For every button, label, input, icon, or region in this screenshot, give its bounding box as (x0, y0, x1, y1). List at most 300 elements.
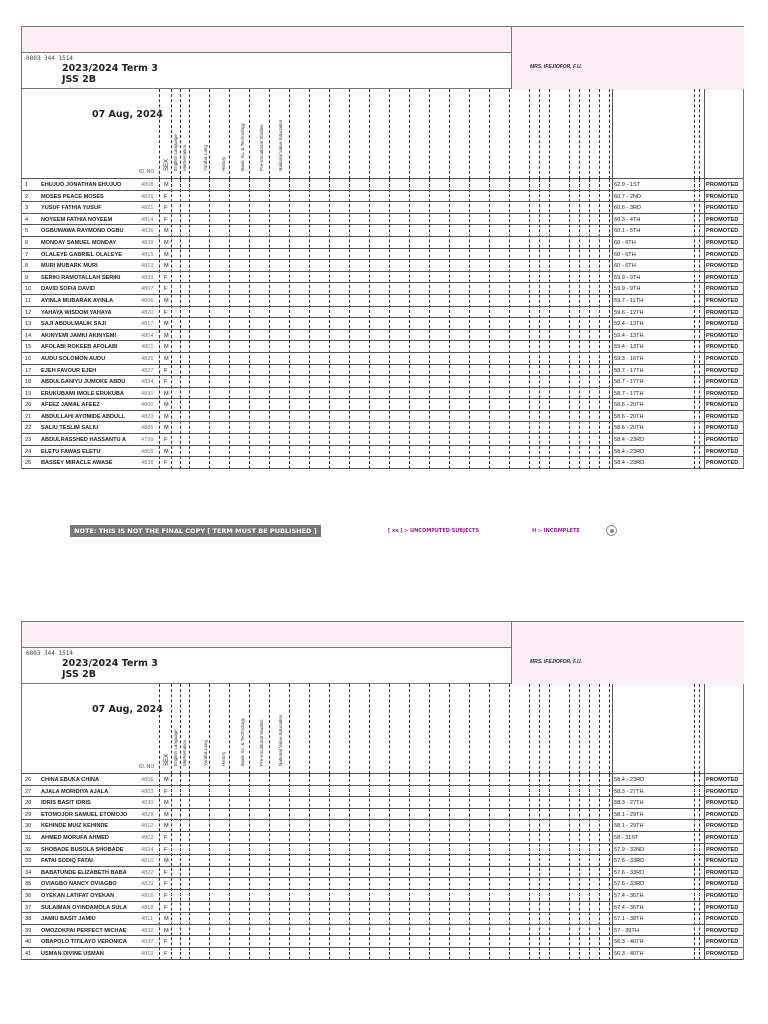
column-divider (249, 684, 250, 774)
student-row (22, 925, 743, 937)
column-divider (529, 89, 530, 179)
column-divider (289, 89, 290, 179)
student-sex: F (164, 216, 168, 223)
sheet-header (21, 26, 744, 89)
student-id: 4802 (141, 834, 154, 841)
student-name: FATAI SODIQ FATAI (41, 858, 93, 865)
student-status: PROMOTED (706, 916, 739, 923)
student-row (22, 844, 743, 856)
student-average: 58.4 - 23RD (614, 460, 645, 467)
student-row (22, 913, 743, 925)
student-id: 4799 (141, 437, 154, 444)
student-status: PROMOTED (706, 367, 739, 374)
student-row (22, 820, 743, 832)
student-row (22, 832, 743, 844)
student-status: PROMOTED (706, 390, 739, 397)
student-sn: 29 (25, 811, 32, 818)
student-name: CHINA EBUKA CHINA (41, 777, 100, 783)
student-status: PROMOTED (706, 777, 739, 783)
column-divider (249, 89, 250, 179)
student-status: PROMOTED (706, 309, 739, 316)
student-status: PROMOTED (706, 448, 739, 455)
student-average: 56.3 - 40TH (614, 950, 644, 957)
column-divider (209, 684, 210, 774)
student-status: PROMOTED (706, 193, 739, 200)
student-id: 4830 (141, 800, 154, 807)
student-row (22, 365, 743, 377)
student-sn: 32 (25, 846, 32, 853)
student-sn: 38 (25, 916, 32, 923)
student-row (22, 307, 743, 319)
student-name: AKINYEMI JAMIU AKINYEMI (41, 332, 117, 339)
column-divider (704, 89, 705, 179)
student-row (22, 249, 743, 261)
student-name: OYEKAN LATIFAT OYEKAN (41, 892, 115, 899)
student-row (22, 434, 743, 446)
student-sn: 9 (25, 274, 29, 281)
column-divider (609, 684, 610, 774)
student-id: 4823 (141, 413, 154, 420)
column-divider (180, 684, 181, 774)
student-row (22, 867, 743, 879)
student-row (22, 890, 743, 902)
student-row (22, 283, 743, 295)
student-name: NOYEEM FATHIA NOYEEM (41, 216, 113, 223)
student-average: 60.3 - 4TH (614, 216, 641, 223)
student-sex: F (164, 367, 168, 374)
broadsheet-page-2 (21, 621, 744, 960)
student-row (22, 295, 743, 307)
column-divider (589, 684, 590, 774)
student-status: PROMOTED (706, 904, 739, 911)
student-sn: 13 (25, 321, 32, 328)
student-id: 4836 (141, 228, 154, 235)
student-id: 4809 (141, 448, 154, 455)
student-row (22, 446, 743, 458)
student-status: PROMOTED (706, 811, 739, 818)
student-id: 4825 (141, 355, 154, 362)
student-row (22, 318, 743, 330)
student-sn: 25 (25, 460, 32, 467)
student-sex: M (164, 777, 169, 783)
student-status: PROMOTED (706, 788, 739, 795)
column-divider (159, 684, 160, 774)
student-sex: M (164, 858, 169, 865)
column-divider (539, 684, 540, 774)
student-id: 4828 (141, 811, 154, 818)
student-name: OLALEYE GABRIEL OLALEYE (41, 251, 123, 258)
column-divider (589, 89, 590, 179)
student-id: 4813 (141, 263, 154, 270)
student-id: 4818 (141, 904, 154, 911)
column-divider (369, 89, 370, 179)
student-status: PROMOTED (706, 858, 739, 865)
column-divider (699, 89, 700, 179)
student-average: 58.4 - 23RD (614, 777, 645, 783)
student-sn: 4 (25, 216, 29, 223)
student-sn: 7 (25, 251, 29, 258)
column-divider (449, 89, 450, 179)
legend-uncomputed: [ xx ] :- UNCOMPUTED SUBJECTS (388, 528, 480, 534)
radio-button[interactable] (606, 525, 617, 536)
student-sex: F (164, 379, 168, 386)
student-sex: M (164, 448, 169, 455)
column-divider (229, 89, 230, 179)
column-divider (269, 684, 270, 774)
student-sex: M (164, 390, 169, 397)
subject-header: National Value Education (278, 119, 283, 171)
student-sex: M (164, 182, 169, 188)
student-id: 4821 (141, 205, 154, 212)
header-band (22, 622, 512, 648)
column-header (21, 89, 744, 179)
student-row (22, 272, 743, 284)
subject-header: Basic Sc. & Technology (240, 718, 245, 766)
student-id: 4814 (141, 216, 154, 223)
student-id: 4816 (141, 892, 154, 899)
subject-header: Yoruba Lang (203, 740, 208, 766)
student-row (22, 786, 743, 798)
column-divider (469, 684, 470, 774)
student-id: 4801 (141, 344, 154, 351)
report-date: 07 Aug, 2024 (92, 704, 163, 715)
column-divider (429, 89, 430, 179)
student-status: PROMOTED (706, 402, 739, 409)
student-name: ELETU FAWAS ELETU (41, 448, 101, 455)
column-divider (704, 684, 705, 774)
student-sn: 16 (25, 355, 32, 362)
student-sex: F (164, 950, 168, 957)
student-status: PROMOTED (706, 437, 739, 444)
column-divider (309, 684, 310, 774)
student-sex: M (164, 321, 169, 328)
student-sex: F (164, 460, 168, 467)
student-id: 4812 (141, 823, 154, 830)
subject-header: English Language (173, 134, 178, 171)
student-sn: 36 (25, 892, 32, 899)
student-name: IDRIS BASIT IDRIS (41, 800, 91, 807)
student-status: PROMOTED (706, 344, 739, 351)
student-sn: 39 (25, 927, 32, 934)
student-name: ABDULLAHI AYOMIDE ABDULL (41, 413, 125, 420)
student-id: 4819 (141, 950, 154, 957)
student-sn: 28 (25, 800, 32, 807)
student-average: 58.6 - 20TH (614, 402, 644, 409)
student-status: PROMOTED (706, 892, 739, 899)
student-status: PROMOTED (706, 182, 739, 188)
student-sex: M (164, 332, 169, 339)
student-average: 57.9 - 32ND (614, 846, 645, 853)
id-column-label: ID. NO (139, 169, 155, 175)
student-name: SHOBADE BUSOLA SHOBADE (41, 846, 124, 853)
student-row (22, 376, 743, 388)
student-sex: F (164, 205, 168, 212)
student-sex: F (164, 881, 168, 888)
report-date: 07 Aug, 2024 (92, 109, 163, 120)
student-average: 58.7 - 17TH (614, 367, 644, 374)
column-divider (549, 89, 550, 179)
student-id: 4826 (141, 193, 154, 200)
student-sn: 3 (25, 205, 29, 212)
student-sex: F (164, 869, 168, 876)
student-sex: M (164, 239, 169, 246)
student-id: 4824 (141, 846, 154, 853)
draft-note: NOTE: THIS IS NOT THE FINAL COPY [ TERM MUST BE PUBLISHED ] (70, 525, 321, 537)
student-sex: M (164, 251, 169, 258)
student-id: 4815 (141, 251, 154, 258)
student-name: AYINLA MUBARAK AYINLA (41, 297, 114, 304)
student-sex: F (164, 437, 168, 444)
student-name: KEHINDE MUIZ KEHINDE (41, 823, 109, 830)
student-status: PROMOTED (706, 823, 739, 830)
column-divider (509, 684, 510, 774)
student-sn: 35 (25, 881, 32, 888)
column-divider (612, 89, 613, 179)
student-id: 4829 (141, 881, 154, 888)
student-status: PROMOTED (706, 263, 739, 270)
student-status: PROMOTED (706, 332, 739, 339)
student-status: PROMOTED (706, 413, 739, 420)
student-sn: 30 (25, 823, 32, 830)
student-sex: M (164, 425, 169, 432)
student-row (22, 353, 743, 365)
subject-header: National Value Education (278, 714, 283, 766)
student-average: 58.7 - 17TH (614, 390, 644, 397)
student-average: 60.6 - 3RD (614, 205, 642, 212)
student-sn: 24 (25, 448, 32, 455)
student-row (22, 411, 743, 423)
column-divider (409, 89, 410, 179)
student-name: ABDULGANIYU JUMOKE ABDU (41, 379, 126, 386)
student-sex: M (164, 927, 169, 934)
student-status: PROMOTED (706, 297, 739, 304)
student-sn: 10 (25, 286, 32, 293)
student-name: MOSES PEACE MOSES (41, 193, 104, 200)
student-average: 57.1 - 38TH (614, 916, 644, 923)
student-average: 58.4 - 23RD (614, 437, 645, 444)
column-divider (369, 684, 370, 774)
column-divider (159, 89, 160, 179)
student-id: 4806 (141, 777, 154, 783)
student-sn: 34 (25, 869, 32, 876)
student-row (22, 422, 743, 434)
student-average: 59.4 - 13TH (614, 332, 644, 339)
column-divider (699, 684, 700, 774)
column-divider (209, 89, 210, 179)
header-info (22, 648, 512, 684)
subject-header: History (221, 751, 226, 766)
student-average: 57.4 - 36TH (614, 892, 644, 899)
student-status: PROMOTED (706, 205, 739, 212)
student-name: OVIAGBO NANCY OVIAGBO (41, 881, 117, 888)
student-id: 4810 (141, 858, 154, 865)
column-divider (609, 89, 610, 179)
student-average: 59.3 - 16TH (614, 355, 644, 362)
student-row (22, 399, 743, 411)
column-divider (569, 684, 570, 774)
student-sn: 5 (25, 228, 29, 235)
student-id: 4832 (141, 927, 154, 934)
student-name: SALIU TESLIM SALIU (41, 425, 99, 432)
student-id: 4839 (141, 239, 154, 246)
student-name: MONDAY SAMUEL MONDAY (41, 239, 117, 246)
student-status: PROMOTED (706, 834, 739, 841)
student-row (22, 179, 743, 191)
student-row (22, 191, 743, 203)
student-sex: F (164, 788, 168, 795)
student-id: 4838 (141, 460, 154, 467)
student-name: BASSEY MIRACLE AWASE (41, 460, 113, 467)
column-divider (599, 684, 600, 774)
column-divider (349, 684, 350, 774)
student-status: PROMOTED (706, 239, 739, 246)
student-row (22, 260, 743, 272)
student-sn: 20 (25, 402, 32, 409)
column-header (21, 684, 744, 774)
column-divider (579, 89, 580, 179)
student-sn: 33 (25, 858, 32, 865)
student-average: 57.6 - 33RD (614, 881, 645, 888)
student-row (22, 936, 743, 948)
subject-header: Basic Sc. & Technology (240, 123, 245, 171)
student-name: OGBUWAWA RAYMOND OGBU (41, 228, 124, 235)
student-name: OBAPOLO TITILAYO VERONICA (41, 939, 127, 946)
student-average: 57.4 - 36TH (614, 904, 644, 911)
column-divider (329, 89, 330, 179)
student-name: AFEEZ JAMAL AFEEZ (41, 402, 100, 409)
student-status: PROMOTED (706, 355, 739, 362)
student-name: JAMIU BASIT JAMIU (41, 916, 96, 923)
header-info (22, 53, 512, 89)
column-divider (189, 684, 190, 774)
student-status: PROMOTED (706, 881, 739, 888)
column-divider (229, 684, 230, 774)
class-name: JSS 2B (62, 74, 96, 85)
student-status: PROMOTED (706, 425, 739, 432)
student-average: 57.6 - 33RD (614, 869, 645, 876)
class-name: JSS 2B (62, 669, 96, 680)
student-sn: 18 (25, 379, 32, 386)
student-average: 60.1 - 5TH (614, 228, 641, 235)
column-divider (289, 684, 290, 774)
student-average: 58.6 - 20TH (614, 425, 644, 432)
student-sn: 40 (25, 939, 32, 946)
column-divider (389, 89, 390, 179)
student-id: 4835 (141, 425, 154, 432)
student-id: 4807 (141, 286, 154, 293)
student-sn: 12 (25, 309, 32, 316)
student-average: 60.7 - 2ND (614, 193, 642, 200)
student-status: PROMOTED (706, 321, 739, 328)
column-divider (509, 89, 510, 179)
school-phone: 0803 344 1514 (26, 55, 73, 62)
student-sn: 14 (25, 332, 32, 339)
student-sn: 1 (25, 182, 29, 188)
subject-header: Mathematics (182, 144, 187, 171)
student-average: 60 - 6TH (614, 263, 636, 270)
student-id: 4822 (141, 869, 154, 876)
subject-header: Mathematics (182, 739, 187, 766)
student-average: 60 - 6TH (614, 251, 636, 258)
student-name: DAVID SOFIA DAVID (41, 286, 95, 293)
student-id: 4817 (141, 321, 154, 328)
student-sex: M (164, 823, 169, 830)
id-column-label: ID. NO (139, 764, 155, 770)
student-status: PROMOTED (706, 800, 739, 807)
student-average: 57.6 - 33RD (614, 858, 645, 865)
student-sn: 2 (25, 193, 29, 200)
student-name: SULAIMAN OYINDAMOLA SULA (41, 904, 127, 911)
student-id: 4820 (141, 309, 154, 316)
student-name: AUDU SOLOMON AUDU (41, 355, 106, 362)
student-sex: F (164, 846, 168, 853)
student-status: PROMOTED (706, 869, 739, 876)
broadsheet-page-1 (21, 26, 744, 469)
student-average: 58.4 - 23RD (614, 448, 645, 455)
column-divider (180, 89, 181, 179)
student-sn: 17 (25, 367, 32, 374)
student-sn: 26 (25, 777, 32, 783)
student-id: 4806 (141, 297, 154, 304)
student-average: 62.9 - 1ST (614, 182, 641, 188)
student-sn: 27 (25, 788, 32, 795)
column-divider (569, 89, 570, 179)
student-sex: M (164, 297, 169, 304)
student-sn: 8 (25, 263, 29, 270)
column-divider (269, 89, 270, 179)
student-sex: F (164, 892, 168, 899)
student-rows (21, 774, 744, 960)
student-average: 58.7 - 17TH (614, 379, 644, 386)
student-sex: F (164, 309, 168, 316)
student-sex: M (164, 811, 169, 818)
student-id: 4827 (141, 367, 154, 374)
student-status: PROMOTED (706, 846, 739, 853)
student-row (22, 774, 743, 786)
student-id: 4804 (141, 332, 154, 339)
student-status: PROMOTED (706, 927, 739, 934)
student-status: PROMOTED (706, 286, 739, 293)
student-sex: M (164, 263, 169, 270)
student-name: ERUKUBAMI IMOLE ERUKUBA (41, 390, 124, 397)
student-status: PROMOTED (706, 950, 739, 957)
column-divider (599, 89, 600, 179)
subject-header: English Language (173, 729, 178, 766)
column-divider (429, 684, 430, 774)
student-status: PROMOTED (706, 460, 739, 467)
column-divider (489, 684, 490, 774)
class-teacher: MRS. IFEJIOFOR, F.U. (530, 659, 582, 665)
student-sex: M (164, 916, 169, 923)
column-divider (469, 89, 470, 179)
sex-column-label: SEX (164, 158, 170, 171)
student-average: 59.9 - 9TH (614, 286, 641, 293)
student-row (22, 902, 743, 914)
student-sn: 11 (25, 297, 31, 304)
student-average: 59.4 - 13TH (614, 321, 644, 328)
subject-header: Pre-Vocational Studies (259, 719, 264, 766)
class-teacher: MRS. IFEJIOFOR, F.U. (530, 64, 582, 70)
student-id: 4834 (141, 379, 154, 386)
column-divider (579, 684, 580, 774)
student-average: 59.4 - 13TH (614, 344, 644, 351)
student-sex: F (164, 904, 168, 911)
student-status: PROMOTED (706, 274, 739, 281)
student-sex: F (164, 193, 168, 200)
student-sex: M (164, 800, 169, 807)
student-name: ETOMOJOR SAMUEL ETOMOJO (41, 811, 128, 818)
column-divider (409, 684, 410, 774)
